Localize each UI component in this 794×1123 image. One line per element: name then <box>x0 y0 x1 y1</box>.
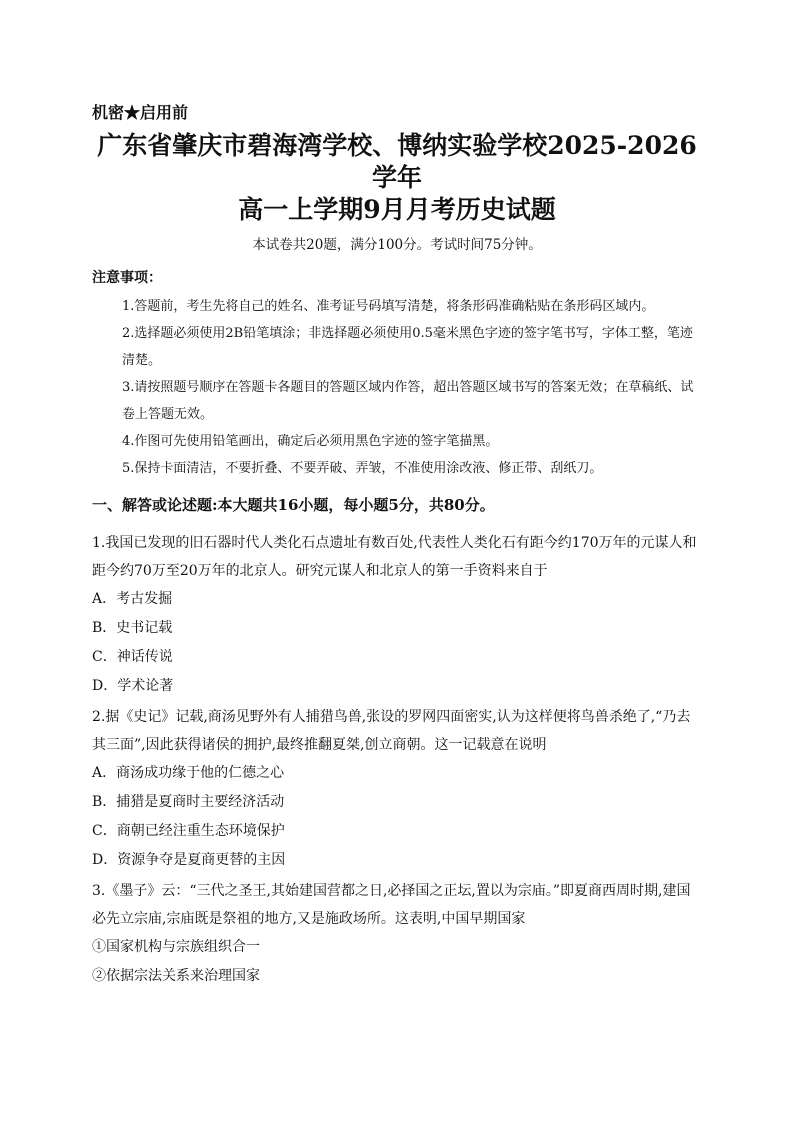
option-a: A．商汤成功缘于他的仁德之心 <box>92 765 285 781</box>
option-b: B．史书记载 <box>92 620 173 636</box>
page-title <box>92 130 702 226</box>
option-b: B．捕猎是夏商时主要经济活动 <box>92 794 285 810</box>
notice-item: 4.作图可先使用铅笔画出，确定后必须用黑色字迹的签字笔描黑。 <box>122 434 499 449</box>
title-line-2: 高一上学期9月月考历史试题 <box>238 195 556 224</box>
question-stem: 1.我国已发现的旧石器时代人类化石点遗址有数百处,代表性人类化石有距今约170万年的元谋人和距今约70万至20万年的北京人。研究元谋人和北京人的第一手资料来自于 <box>92 535 697 579</box>
question-stem: 2.据《史记》记载,商汤见野外有人捕猎鸟兽,张设的罗网四面密实,认为这样便将鸟兽杀绝了,“乃去其三面”,因此获得诸侯的拥护,最终推翻夏桀,创立商朝。这一记载意在说明 <box>92 709 691 753</box>
notice-item: 5.保持卡面清洁，不要折叠、不要弄破、弄皱，不准使用涂改液、修正带、刮纸刀。 <box>122 461 603 476</box>
notice-item: 3.请按照题号顺序在答题卡各题目的答题区域内作答，超出答题区域书写的答案无效；在草稿纸、试卷上答题无效。 <box>122 380 694 422</box>
statement-1: ①国家机构与宗族组织合一 <box>92 939 260 955</box>
question-2 <box>92 703 702 875</box>
exam-info: 本试卷共20题，满分100分。考试时间75分钟。 <box>252 237 542 253</box>
statement-2: ②依据宗法关系来治理国家 <box>92 968 260 984</box>
question-1 <box>92 529 702 701</box>
notice-item: 2.选择题必须使用2B铅笔填涂；非选择题必须使用0.5毫米黑色字迹的签字笔书写，字体工整，笔迹清楚。 <box>122 326 693 368</box>
option-c: C．商朝已经注重生态环境保护 <box>92 823 285 839</box>
notice-block <box>92 267 702 482</box>
option-d: D．资源争夺是夏商更替的主因 <box>92 852 286 868</box>
title-line-1: 广东省肇庆市碧海湾学校、博纳实验学校2025-2026学年 <box>97 131 697 192</box>
question-3 <box>92 877 702 991</box>
option-d: D．学术论著 <box>92 678 174 694</box>
notice-heading: 注意事项： <box>92 270 162 286</box>
option-a: A．考古发掘 <box>92 591 173 607</box>
notice-item: 1.答题前，考生先将自己的姓名、准考证号码填写清楚，将条形码准确粘贴在条形码区域内。 <box>122 299 655 314</box>
question-stem: 3.《墨子》云：“三代之圣王,其始建国营都之日,必择国之正坛,置以为宗庙。”即夏商西周时期,建国必先立宗庙,宗庙既是祭祖的地方,又是施政场所。这表明,中国早期国家 <box>92 883 691 927</box>
confidential-label: 机密★启用前 <box>92 103 189 122</box>
option-c: C．神话传说 <box>92 649 173 665</box>
section-heading: 一、解答或论述题:本大题共16小题，每小题5分，共80分。 <box>92 496 495 514</box>
